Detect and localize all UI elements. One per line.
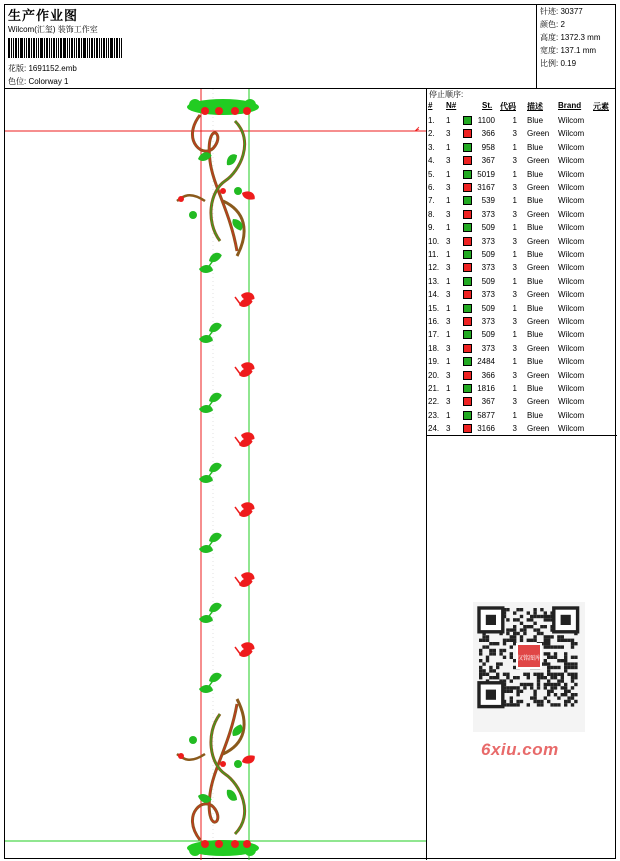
color-count: 颜色: 2 — [540, 20, 565, 29]
row-index: 12. — [428, 263, 440, 273]
row-brand: Wilcom — [558, 276, 585, 286]
row-brand: Wilcom — [558, 330, 585, 340]
row-brand: Wilcom — [558, 303, 585, 313]
row-brand: Wilcom — [558, 410, 585, 420]
color-swatch — [463, 357, 472, 366]
stitch-count: 针迹: 30377 — [540, 7, 583, 16]
color-swatch — [463, 330, 472, 339]
row-needle: 3 — [446, 209, 451, 219]
table-row — [427, 409, 617, 422]
row-description: Blue — [527, 116, 544, 125]
row-stitches: 373 — [481, 236, 495, 246]
row-brand: Wilcom — [558, 156, 585, 166]
row-brand: Wilcom — [558, 263, 585, 273]
row-stitches: 373 — [481, 263, 495, 273]
row-code: 3 — [512, 397, 517, 407]
row-index: 19. — [428, 357, 440, 367]
row-code: 1 — [512, 357, 517, 367]
row-needle: 1 — [446, 223, 451, 233]
row-needle: 3 — [446, 263, 451, 273]
row-brand: Wilcom — [558, 142, 585, 152]
table-row — [427, 369, 617, 382]
row-index: 17. — [428, 330, 440, 340]
row-description: Green — [527, 236, 550, 246]
table-row — [427, 261, 617, 274]
row-stitches: 509 — [481, 223, 495, 233]
row-index: 21. — [428, 384, 440, 393]
row-description: Green — [527, 317, 550, 326]
color-swatch — [463, 196, 472, 205]
table-row — [427, 235, 617, 248]
row-needle: 1 — [446, 384, 451, 393]
row-index: 1. — [428, 116, 435, 125]
color-swatch — [463, 237, 472, 246]
row-brand: Wilcom — [558, 236, 585, 246]
row-index: 24. — [428, 424, 440, 434]
color-swatch — [463, 344, 472, 353]
row-index: 10. — [428, 236, 440, 246]
company-name: Wilcom(汇玺) 装饰工作室 — [8, 25, 98, 34]
row-needle: 3 — [446, 156, 451, 166]
col-code: 代码 — [500, 102, 516, 111]
row-stitches: 539 — [481, 196, 495, 206]
color-swatch — [463, 384, 472, 393]
color-swatch — [463, 397, 472, 406]
row-description: Green — [527, 290, 550, 300]
row-code: 1 — [512, 384, 517, 393]
table-row — [427, 194, 617, 207]
row-description: Blue — [527, 196, 544, 206]
table-row — [427, 221, 617, 234]
row-description: Blue — [527, 169, 544, 179]
row-code: 3 — [512, 424, 517, 434]
color-swatch — [463, 183, 472, 192]
row-needle: 3 — [446, 290, 451, 300]
qr-panel — [427, 436, 617, 860]
table-row — [427, 127, 617, 140]
table-row — [427, 288, 617, 301]
row-index: 6. — [428, 183, 435, 192]
col-description: 描述 — [527, 102, 543, 111]
row-description: Blue — [527, 250, 544, 259]
row-stitches: 509 — [481, 250, 495, 259]
row-code: 3 — [512, 290, 517, 300]
row-brand: Wilcom — [558, 290, 585, 300]
row-stitches: 367 — [481, 156, 495, 166]
design-stats — [537, 5, 615, 89]
row-stitches: 2484 — [477, 357, 495, 367]
watermark-text: 6xiu.com — [481, 740, 559, 759]
row-code: 1 — [512, 303, 517, 313]
row-code: 3 — [512, 129, 517, 139]
col-needle: N# — [446, 101, 457, 110]
row-needle: 3 — [446, 370, 451, 380]
table-row — [427, 248, 617, 261]
production-sheet — [4, 4, 616, 859]
row-brand: Wilcom — [558, 370, 585, 380]
stop-sequence-header — [427, 101, 617, 114]
row-description: Green — [527, 397, 550, 407]
row-index: 14. — [428, 290, 440, 300]
row-brand: Wilcom — [558, 250, 585, 259]
row-description: Green — [527, 343, 550, 353]
row-stitches: 509 — [481, 276, 495, 286]
row-stitches: 373 — [481, 317, 495, 326]
embroidery-preview — [5, 89, 426, 860]
table-row — [427, 168, 617, 181]
row-stitches: 1816 — [477, 384, 495, 393]
row-stitches: 366 — [481, 129, 495, 139]
row-needle: 3 — [446, 183, 451, 192]
row-description: Green — [527, 129, 550, 139]
row-needle: 1 — [446, 330, 451, 340]
color-swatch — [463, 156, 472, 165]
row-brand: Wilcom — [558, 384, 585, 393]
row-index: 23. — [428, 410, 440, 420]
col-stitches: St. — [482, 101, 493, 110]
row-stitches: 373 — [481, 209, 495, 219]
color-swatch — [463, 129, 472, 138]
row-needle: 1 — [446, 276, 451, 286]
row-code: 1 — [512, 142, 517, 152]
row-stitches: 509 — [481, 330, 495, 340]
color-swatch — [463, 290, 472, 299]
row-stitches: 367 — [481, 397, 495, 407]
color-swatch — [463, 143, 472, 152]
page-title: 生产作业图 — [8, 8, 79, 23]
row-index: 7. — [428, 196, 435, 206]
row-needle: 3 — [446, 129, 451, 139]
design-width: 宽度: 137.1 mm — [540, 46, 597, 55]
row-code: 1 — [512, 169, 517, 179]
row-brand: Wilcom — [558, 169, 585, 179]
row-code: 3 — [512, 263, 517, 273]
row-needle: 3 — [446, 317, 451, 326]
row-code: 3 — [512, 156, 517, 166]
row-needle: 3 — [446, 397, 451, 407]
row-code: 1 — [512, 276, 517, 286]
table-row — [427, 422, 617, 435]
row-index: 20. — [428, 370, 440, 380]
row-needle: 1 — [446, 357, 451, 367]
row-brand: Wilcom — [558, 223, 585, 233]
row-needle: 3 — [446, 236, 451, 246]
color-swatch — [463, 424, 472, 433]
row-needle: 3 — [446, 424, 451, 434]
row-brand: Wilcom — [558, 183, 585, 192]
row-needle: 3 — [446, 343, 451, 353]
design-height: 高度: 1372.3 mm — [540, 33, 601, 42]
table-row — [427, 302, 617, 315]
design-file: 花版: 1691152.emb — [8, 64, 77, 73]
table-row — [427, 114, 617, 127]
row-stitches: 5019 — [477, 169, 495, 179]
row-description: Blue — [527, 223, 544, 233]
row-description: Blue — [527, 142, 544, 152]
color-swatch — [463, 304, 472, 313]
row-stitches: 5877 — [477, 410, 495, 420]
color-swatch — [463, 411, 472, 420]
row-brand: Wilcom — [558, 357, 585, 367]
color-swatch — [463, 371, 472, 380]
row-index: 18. — [428, 343, 440, 353]
table-row — [427, 328, 617, 341]
row-code: 3 — [512, 236, 517, 246]
row-description: Green — [527, 156, 550, 166]
row-needle: 1 — [446, 303, 451, 313]
row-description: Blue — [527, 303, 544, 313]
row-code: 1 — [512, 410, 517, 420]
row-description: Green — [527, 209, 550, 219]
row-code: 1 — [512, 223, 517, 233]
row-code: 1 — [512, 196, 517, 206]
design-scale: 比例: 0.19 — [540, 59, 577, 68]
row-code: 3 — [512, 183, 517, 192]
row-index: 9. — [428, 223, 435, 233]
row-code: 1 — [512, 250, 517, 259]
color-swatch — [463, 210, 472, 219]
color-swatch — [463, 223, 472, 232]
design-canvas[interactable] — [5, 89, 427, 860]
row-index: 5. — [428, 169, 435, 179]
stop-sequence-panel — [427, 89, 617, 436]
row-index: 8. — [428, 209, 435, 219]
row-stitches: 958 — [481, 142, 495, 152]
row-stitches: 1100 — [477, 116, 495, 125]
row-description: Blue — [527, 276, 544, 286]
row-code: 3 — [512, 209, 517, 219]
table-row — [427, 315, 617, 328]
row-index: 16. — [428, 317, 440, 326]
table-row — [427, 382, 617, 395]
svg-text:汉铭图库: 汉铭图库 — [516, 655, 542, 662]
row-stitches: 509 — [481, 303, 495, 313]
header-info — [5, 5, 537, 89]
row-brand: Wilcom — [558, 196, 585, 206]
color-swatch — [463, 317, 472, 326]
row-stitches: 373 — [481, 343, 495, 353]
table-row — [427, 395, 617, 408]
row-needle: 1 — [446, 250, 451, 259]
row-index: 3. — [428, 142, 435, 152]
row-needle: 1 — [446, 169, 451, 179]
row-description: Green — [527, 183, 550, 192]
row-index: 2. — [428, 129, 435, 139]
color-swatch — [463, 116, 472, 125]
row-brand: Wilcom — [558, 129, 585, 139]
row-brand: Wilcom — [558, 343, 585, 353]
row-stitches: 3166 — [477, 424, 495, 434]
row-code: 3 — [512, 343, 517, 353]
qr-code-image — [473, 602, 585, 732]
table-row — [427, 342, 617, 355]
row-brand: Wilcom — [558, 317, 585, 326]
table-row — [427, 181, 617, 194]
table-row — [427, 208, 617, 221]
table-row — [427, 355, 617, 368]
color-swatch — [463, 250, 472, 259]
row-code: 3 — [512, 370, 517, 380]
table-row — [427, 141, 617, 154]
col-index: # — [428, 101, 433, 110]
row-description: Blue — [527, 410, 544, 420]
row-description: Green — [527, 424, 550, 434]
row-index: 13. — [428, 276, 440, 286]
stop-sequence-title: 停止顺序: — [429, 90, 464, 99]
row-stitches: 366 — [481, 370, 495, 380]
row-description: Green — [527, 263, 550, 273]
col-element: 元素 — [593, 102, 609, 111]
row-brand: Wilcom — [558, 209, 585, 219]
row-index: 11. — [428, 250, 439, 259]
row-code: 1 — [512, 116, 517, 125]
row-index: 15. — [428, 303, 440, 313]
row-description: Green — [527, 370, 550, 380]
col-brand: Brand — [558, 101, 582, 110]
row-description: Blue — [527, 357, 544, 367]
row-description: Blue — [527, 330, 544, 340]
row-code: 3 — [512, 317, 517, 326]
row-needle: 1 — [446, 410, 451, 420]
row-index: 4. — [428, 156, 435, 166]
row-description: Blue — [527, 384, 544, 393]
table-row — [427, 275, 617, 288]
color-swatch — [463, 170, 472, 179]
table-row — [427, 154, 617, 167]
row-brand: Wilcom — [558, 116, 585, 125]
row-index: 22. — [428, 397, 440, 407]
row-needle: 1 — [446, 196, 451, 206]
row-stitches: 373 — [481, 290, 495, 300]
row-stitches: 3167 — [477, 183, 495, 192]
row-needle: 1 — [446, 142, 451, 152]
row-brand: Wilcom — [558, 397, 585, 407]
row-code: 1 — [512, 330, 517, 340]
row-needle: 1 — [446, 116, 451, 125]
color-swatch — [463, 277, 472, 286]
row-brand: Wilcom — [558, 424, 585, 434]
colorway: 色位: Colorway 1 — [8, 77, 69, 86]
barcode — [8, 38, 140, 58]
color-swatch — [463, 263, 472, 272]
